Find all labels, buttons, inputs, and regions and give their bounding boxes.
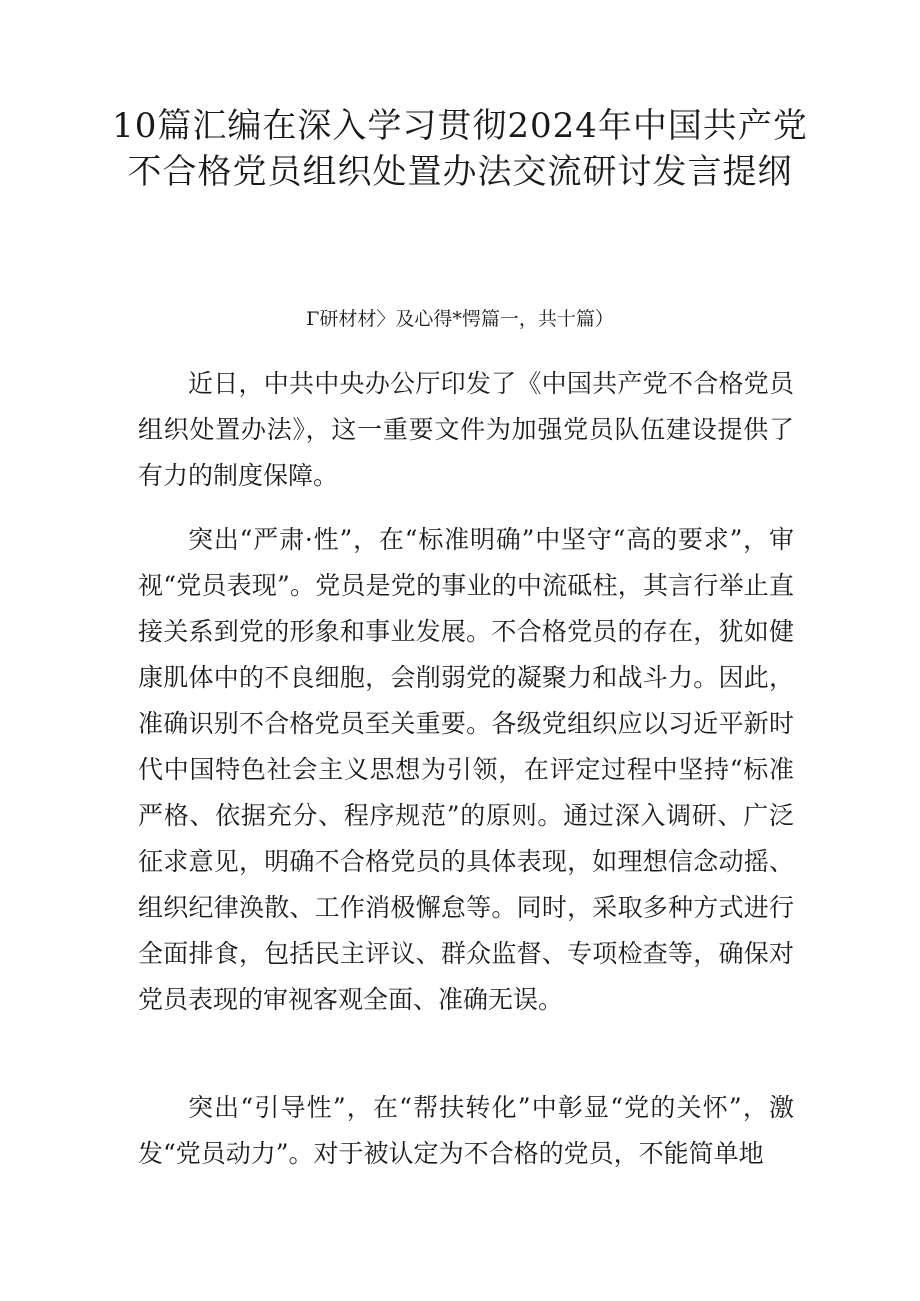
paragraph-guidance: 突出“引导性”，在“帮扶转化”中彰显“党的关怀”，激发“党员动力”。对于被认定为不合格的党员，不能简单地	[138, 1093, 794, 1168]
paragraph-seriousness: 突出“严肃·性”，在“标准明确”中坚守“高的要求”，审视“党员表现”。党员是党的事业的中流砥柱，其言行举止直接关系到党的形象和事业发展。不合格党员的存在，犹如健康肌体中的不良细胞，会削弱党的凝聚力和战斗力。因此，准确识别不合格党员至关重要。各级党组织应以习近平新时代中国特色社会主义思想为引领，在评定过程中坚持“标准严格、依据充分、程序规范”的原则。通过深入调研、广泛征求意见，明确不合格党员的具体表现，如理想信念动摇、组织纪律涣散、工作消极懈怠等。同时，采取多种方式进行全面排食，包括民主评议、群众监督、专项检查等，确保对党员表现的审视客观全面、准确无误。	[138, 525, 794, 1014]
document-subtitle: Γ研材材〉及心得*愕篇一，共十篇）	[306, 308, 614, 330]
paragraph-intro: 近日，中共中央办公厅印发了《中国共产党不合格党员组织处置办法》，这一重要文件为加强党员队伍建设提供了有力的制度保障。	[138, 369, 794, 490]
document-title: 10篇汇编在深入学习贯彻2024年中国共产党不合格党员组织处置办法交流研讨发言提纲	[112, 106, 808, 192]
